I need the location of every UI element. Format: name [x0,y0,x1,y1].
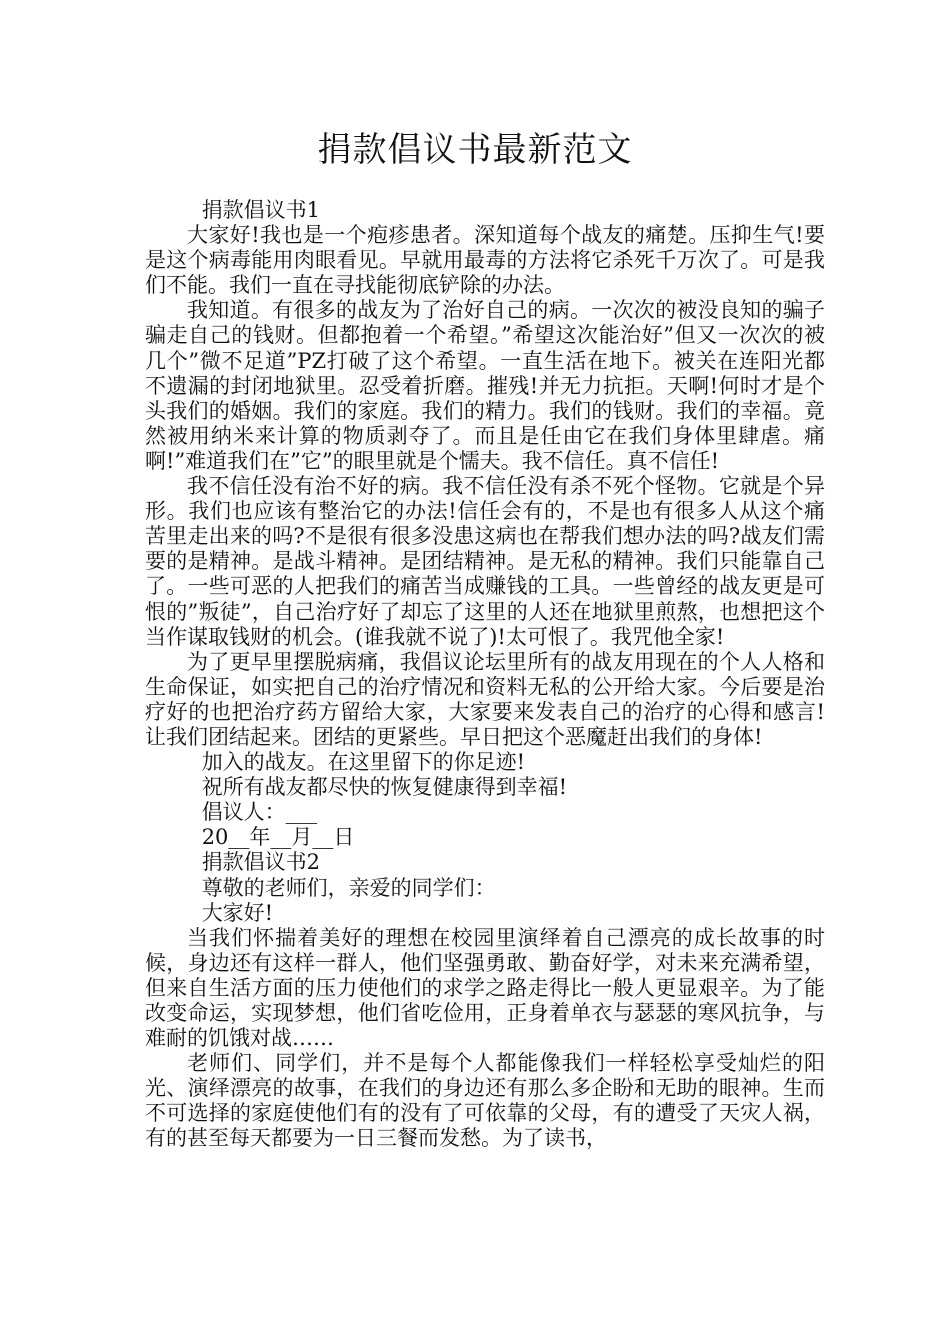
text-line: 尊敬的老师们，亲爱的同学们： [201,875,496,900]
text-line: 祝所有战友都尽快的恢复健康得到幸福! [201,775,568,800]
paragraph: 老师们、同学们，并不是每个人都能像我们一样轻松享受灿烂的阳光、演绎漂亮的故事，在我们的身边还有那么多企盼和无助的眼神。生而不可选择的家庭使他们有的没有了可依靠的父母，有的遭受了天灾人祸，有的甚至每天都要为一日三餐而发愁。为了读书， [145,1051,825,1151]
paragraph: 我不信任没有治不好的病。我不信任没有杀不死个怪物。它就是个异形。我们也应该有整治它的办法!信任会有的，不是也有很多人从这个痛苦里走出来的吗?不是很有很多没患这病也在帮我们想办法的吗?战友们需要的是精神。是战斗精神。是团结精神。是无私的精神。我们只能靠自己了。一些可恶的人把我们的痛苦当成赚钱的工具。一些曾经的战友更是可恨的”叛徒”，自己治疗好了却忘了这里的人还在地狱里煎熬，也想把这个当作谋取钱财的机会。(谁我就不说了)!太可恨了。我咒他全家! [145,474,825,649]
text-line: 大家好! [201,900,274,925]
text-line: 捐款倡议书2 [201,850,321,875]
paragraph: 大家好!我也是一个疱疹患者。深知道每个战友的痛楚。压抑生气!要是这个病毒能用肉眼看见。早就用最毒的方法将它杀死千万次了。可是我们不能。我们一直在寻找能彻底铲除的办法。 [145,223,825,298]
paragraph: 为了更早里摆脱病痛，我倡议论坛里所有的战友用现在的个人人格和生命保证，如实把自己的治疗情况和资料无私的公开给大家。今后要是治疗好的也把治疗药方留给大家，大家要来发表自己的治疗的心得和感言!让我们团结起来。团结的更紧些。早日把这个恶魔赶出我们的身体! [145,649,825,749]
text-line: 20__年__月__日 [201,825,355,850]
paragraph: 当我们怀揣着美好的理想在校园里演绎着自己漂亮的成长故事的时候，身边还有这样一群人，他们坚强勇敢、勤奋好学，对未来充满希望，但来自生活方面的压力使他们的求学之路走得比一般人更显艰辛。为了能改变命运，实现梦想，他们省吃俭用，正身着单衣与瑟瑟的寒风抗争，与难耐的饥饿对战…… [145,925,825,1051]
text-line: 倡议人：___ [201,800,318,825]
paragraph: 我知道。有很多的战友为了治好自己的病。一次次的被没良知的骗子骗走自己的钱财。但都抱着一个希望。”希望这次能治好”但又一次次的被几个”微不足道”PZ打破了这个希望。一直生活在地下。被关在连阳光都不遗漏的封闭地狱里。忍受着折磨。摧残!并无力抗拒。天啊!何时才是个头我们的婚姻。我们的家庭。我们的精力。我们的钱财。我们的幸福。竟然被用纳米来计算的物质剥夺了。而且是任由它在我们身体里肆虐。痛啊!”难道我们在”它”的眼里就是个懦夫。我不信任。真不信任! [145,298,825,473]
text-line: 加入的战友。在这里留下的你足迹! [201,750,526,775]
text-line: 捐款倡议书1 [201,198,321,222]
document-title: 捐款倡议书最新范文 [317,130,633,170]
document-body [145,198,825,1152]
